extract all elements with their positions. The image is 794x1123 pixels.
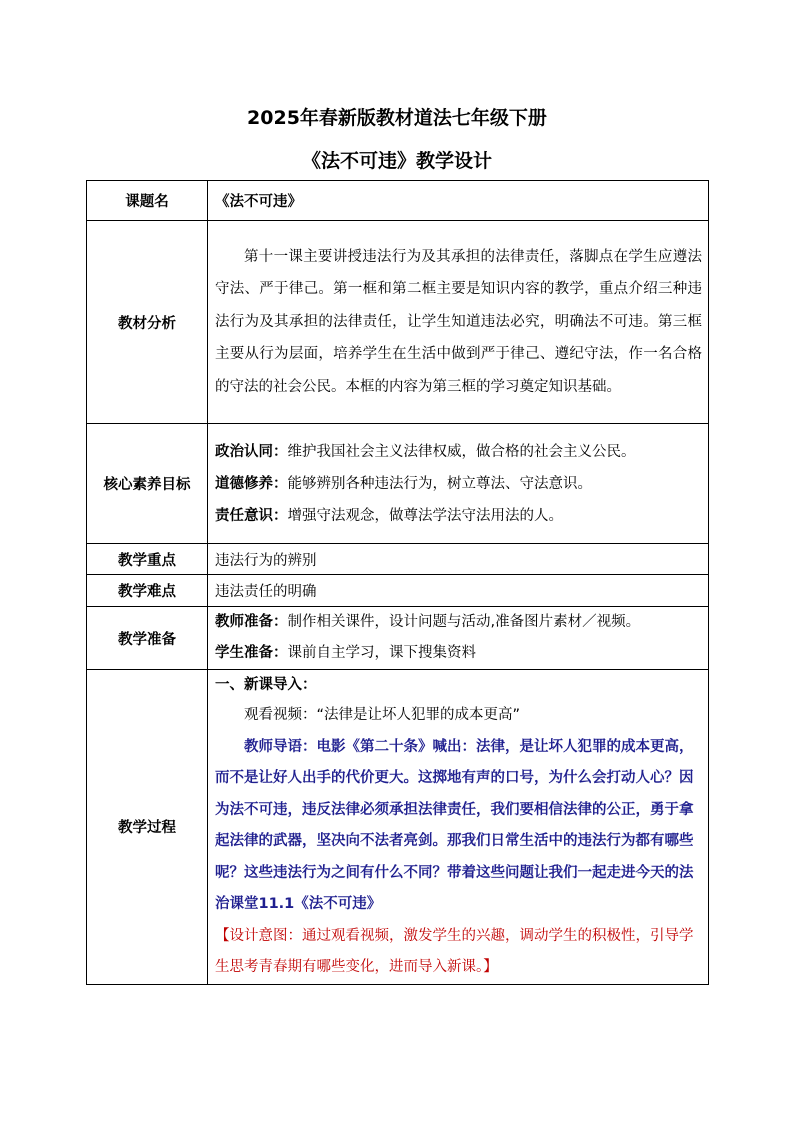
table-row-difficult-point (87, 575, 709, 607)
process-video: 观看视频：“法律是让坏人犯罪的成本更高” (244, 707, 521, 723)
teacher-preparation (215, 607, 702, 638)
teacher-preparation-term: 教师准备： (215, 614, 288, 630)
analysis-label: 教材分析 (87, 221, 208, 424)
difficult-point-label: 教学难点 (87, 575, 208, 607)
preparation-label: 教学准备 (87, 607, 208, 670)
table-row-preparation (87, 607, 709, 670)
goal-term: 责任意识： (215, 507, 288, 524)
document-title: 2025年春新版教材道法七年级下册 (247, 107, 547, 129)
student-preparation-term: 学生准备： (215, 645, 288, 661)
key-point-value: 违法行为的辨别 (208, 544, 709, 575)
analysis-text: 第十一课主要讲授违法行为及其承担的法律责任，落脚点在学生应遵法守法、严于律己。第一框和第二框主要是知识内容的教学，重点介绍三种违法行为及其承担的法律责任，让学生知道违法必究，明确法不可违。第三框主要从行为层面，培养学生在生活中做到严于律己、遵纪守法，作一名合格的守法的社会公民。本框的内容为第三框的学习奠定知识基础。 (215, 248, 702, 395)
goal-term: 道德修养： (215, 475, 288, 492)
lesson-plan-table (86, 180, 709, 985)
topic-label: 课题名 (87, 181, 208, 221)
goal-text: 能够辨别各种违法行为，树立尊法、守法意识。 (287, 475, 592, 492)
difficult-point-value: 违法责任的明确 (208, 575, 709, 607)
table-row-key-point (87, 544, 709, 575)
table-row-analysis (87, 221, 709, 424)
goal-text: 增强守法观念，做尊法学法守法用法的人。 (287, 507, 563, 524)
goal-item (215, 436, 702, 468)
process-design-intent: 【设计意图：通过观看视频，激发学生的兴趣，调动学生的积极性，引导学生思考青春期有哪些变化，进而导入新课。】 (215, 927, 694, 975)
teacher-preparation-text: 制作相关课件，设计问题与活动,准备图片素材／视频。 (287, 614, 641, 630)
topic-value: 《法不可违》 (208, 181, 709, 221)
goal-item (215, 468, 702, 500)
key-point-label: 教学重点 (87, 544, 208, 575)
student-preparation-text: 课前自主学习，课下搜集资料 (287, 645, 476, 661)
student-preparation (215, 638, 702, 669)
goal-term: 政治认同： (215, 443, 288, 460)
process-cell (208, 670, 709, 985)
preparation-cell (208, 607, 709, 670)
analysis-cell (208, 221, 709, 424)
table-row-topic (87, 181, 709, 221)
table-row-goals (87, 424, 709, 544)
goal-item (215, 500, 702, 532)
goals-label: 核心素养目标 (87, 424, 208, 544)
process-guide: 教师导语：电影《第二十条》喊出：法律，是让坏人犯罪的成本更高，而不是让好人出手的代价更大。这掷地有声的口号，为什么会打动人心？因为法不可违，违反法律必须承担法律责任，我们要相信法律的公正，勇于拿起法律的武器，坚决向不法者亮剑。那我们日常生活中的违法行为都有哪些呢？这些违法行为之间有什么不同？带着这些问题让我们一起走进今天的法治课堂11.1《法不可违》 (215, 738, 694, 912)
process-label: 教学过程 (87, 670, 208, 985)
table-row-process (87, 670, 709, 985)
process-heading: 一、新课导入： (215, 677, 317, 693)
goals-cell (208, 424, 709, 544)
document-subtitle: 《法不可违》教学设计 (301, 150, 492, 172)
goal-text: 维护我国社会主义法律权威，做合格的社会主义公民。 (287, 443, 636, 460)
